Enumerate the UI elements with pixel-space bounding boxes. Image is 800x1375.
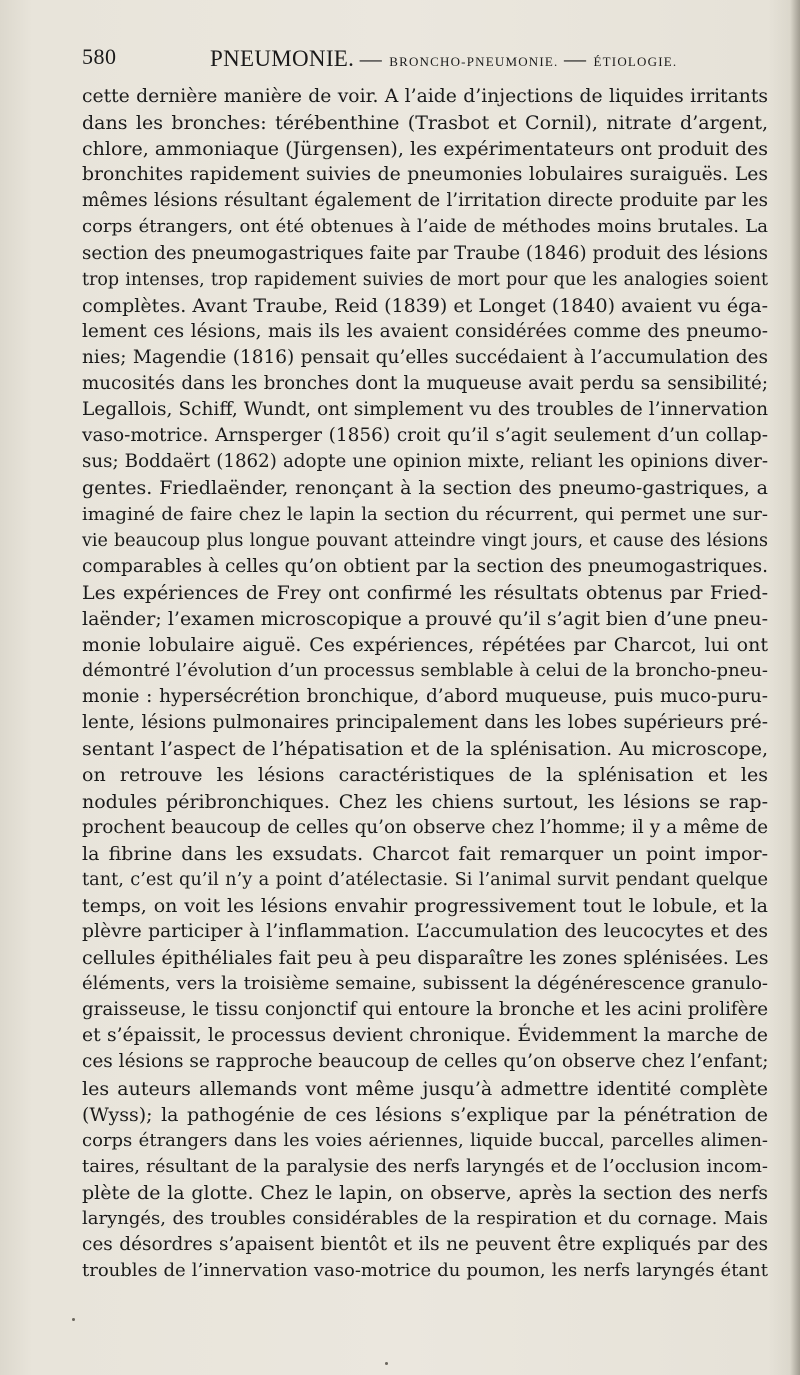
text-line: lement ces lésions, mais ils les avaient considérées comme des pneumo- (82, 320, 768, 342)
text-line: troubles de l’innervation vaso-motrice du poumon, les nerfs laryngés étant (82, 1260, 768, 1282)
text-line: sus; Boddaërt (1862) adopte une opinion mixte, reliant les opinions diver- (82, 451, 768, 473)
text-line: corps étrangers, ont été obtenues à l’aide de méthodes moins brutales. La (82, 216, 768, 238)
text-line: temps, on voit les lésions envahir progressivement tout le lobule, et la (82, 894, 768, 917)
text-line: et s’épaissit, le processus devient chronique. Évidemment la marche de (82, 1025, 768, 1047)
text-line: on retrouve les lésions caractéristiques de la splénisation et les (82, 764, 768, 787)
text-line: la fibrine dans les exsudats. Charcot fait remarquer un point impor- (82, 842, 768, 865)
text-line: trop intenses, trop rapidement suivies de mort pour que les analogies soient (82, 269, 768, 290)
text-line: cette dernière manière de voir. A l’aide d’injections de liquides irritants (82, 86, 768, 107)
text-line: monie lobulaire aiguë. Ces expériences, répétées par Charcot, lui ont (82, 633, 768, 656)
text-line: laryngés, des troubles considérables de la respiration et du cornage. Mais (82, 1208, 768, 1230)
text-line: imaginé de faire chez le lapin la section du récurrent, qui permet une sur- (82, 503, 768, 525)
paper-speck (72, 1318, 75, 1321)
text-line: éléments, vers la troisième semaine, subissent la dégénérescence granulo- (82, 973, 768, 995)
text-line: dans les bronches: térébenthine (Trasbot et Cornil), nitrate d’argent, (82, 112, 768, 135)
running-head-dash: — (564, 46, 587, 71)
text-line: les auteurs allemands vont même jusqu’à admettre identité complète (82, 1077, 768, 1100)
text-line: bronchites rapidement suivies de pneumonies lobulaires suraiguës. Les (82, 164, 768, 186)
text-line: (Wyss); la pathogénie de ces lésions s’explique par la pénétration de (82, 1103, 768, 1126)
text-line: lente, lésions pulmonaires principalement dans les lobes supérieurs pré- (82, 712, 768, 734)
text-line: graisseuse, le tissu conjonctif qui entoure la bronche et les acini prolifère (82, 999, 768, 1021)
running-head (210, 46, 677, 72)
text-line: Legallois, Schiff, Wundt, ont simplement vu des troubles de l’innervation (82, 399, 768, 421)
text-line: comparables à celles qu’on obtient par la section des pneumogastriques. (82, 555, 768, 577)
text-line: gentes. Friedlaënder, renonçant à la section des pneumo-gastriques, a (82, 477, 768, 500)
page-gutter-shadow (790, 0, 800, 1375)
text-line: ces désordres s’apaisent bientôt et ils ne peuvent être expliqués par des (82, 1234, 768, 1256)
text-line: monie : hypersécrétion bronchique, d’abord muqueuse, puis muco-puru- (82, 686, 768, 708)
paper-speck (385, 1362, 388, 1365)
text-line: nodules péribronchiques. Chez les chiens surtout, les lésions se rap- (82, 790, 768, 813)
text-line: chlore, ammoniaque (Jürgensen), les expérimentateurs ont produit des (82, 138, 768, 161)
body-text (82, 84, 768, 1284)
running-head-dash: — (359, 46, 382, 71)
text-line: cellules épithéliales fait peu à peu disparaître les zones splénisées. Les (82, 947, 769, 970)
text-line: corps étrangers dans les voies aériennes, liquide buccal, parcelles alimen- (82, 1129, 768, 1151)
text-line: prochent beaucoup de celles qu’on observe chez l’homme; il y a même de (82, 816, 768, 838)
text-line: sentant l’aspect de l’hépatisation et de la splénisation. Au microscope, (82, 738, 768, 761)
text-line: vie beaucoup plus longue pouvant atteindre vingt jours, et cause des lésions (82, 530, 768, 551)
text-line: laënder; l’examen microscopique a prouvé qu’il s’agit bien d’une pneu- (82, 607, 768, 630)
text-line: nies; Magendie (1816) pensait qu’elles succédaient à l’accumulation des (82, 346, 768, 368)
running-head-title: PNEUMONIE. (210, 46, 355, 71)
text-line: mucosités dans les bronches dont la muqueuse avait perdu sa sensibilité; (82, 373, 768, 395)
text-line: taires, résultant de la paralysie des nerfs laryngés et de l’occlusion incom- (82, 1155, 768, 1177)
running-head-subtitle: BRONCHO-PNEUMONIE. (389, 54, 559, 69)
text-line: mêmes lésions résultant également de l’irritation directe produite par les (82, 190, 768, 212)
text-line: section des pneumogastriques faite par Traube (1846) produit des lésions (82, 242, 768, 264)
text-line: Les expériences de Frey ont confirmé les résultats obtenus par Fried- (82, 581, 768, 604)
text-line: tant, c’est qu’il n’y a point d’atélectasie. Si l’animal survit pendant quelque (82, 869, 768, 890)
text-line: plèvre participer à l’inflammation. L’accumulation des leucocytes et des (82, 921, 768, 942)
page-number: 580 (82, 44, 117, 69)
text-line: démontré l’évolution d’un processus semblable à celui de la broncho-pneu- (82, 660, 768, 682)
text-line: ces lésions se rapproche beaucoup de celles qu’on observe chez l’enfant; (82, 1051, 769, 1073)
text-line: complètes. Avant Traube, Reid (1839) et Longet (1840) avaient vu éga- (82, 294, 768, 317)
running-head-section: ÉTIOLOGIE. (593, 54, 678, 69)
text-line: vaso-motrice. Arnsperger (1856) croit qu’il s’agit seulement d’un collap- (82, 425, 768, 447)
text-line: plète de la glotte. Chez le lapin, on observe, après la section des nerfs (82, 1181, 768, 1204)
page-header (82, 40, 772, 76)
